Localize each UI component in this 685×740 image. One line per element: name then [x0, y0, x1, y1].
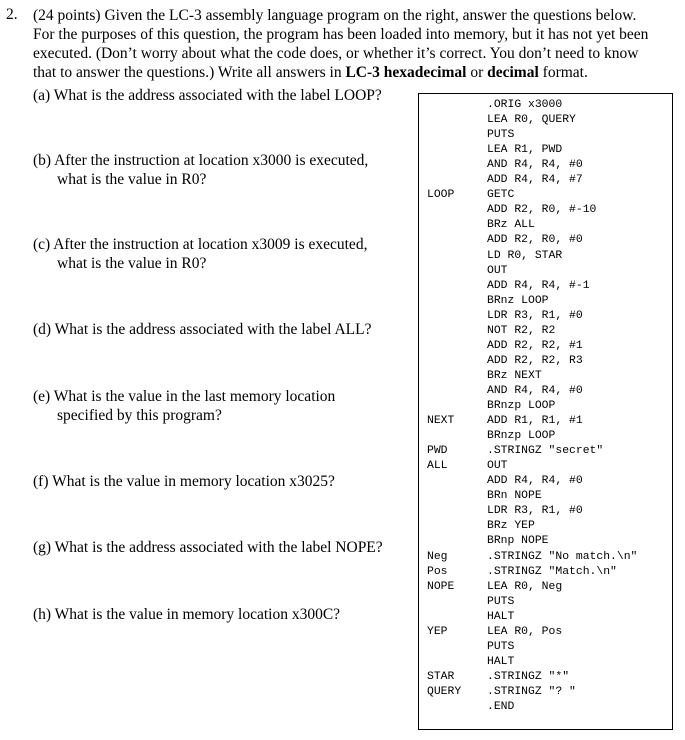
code-line	[419, 504, 672, 519]
code-instruction: LD R0, STAR	[487, 249, 563, 262]
intro-line: (24 points) Given the LC-3 assembly language program on the right, answer the questions below.	[33, 7, 637, 24]
code-instruction: HALT	[487, 655, 515, 668]
code-line	[419, 670, 672, 685]
code-instruction: LDR R3, R1, #0	[487, 309, 583, 322]
intro-text: or	[466, 64, 488, 81]
code-line	[419, 143, 672, 158]
code-line	[419, 474, 672, 489]
code-line	[419, 339, 672, 354]
code-instruction: ADD R2, R2, R3	[487, 354, 583, 367]
code-instruction: .STRINGZ "Match.\n"	[487, 565, 617, 578]
code-label: Neg	[427, 550, 448, 563]
code-label: PWD	[427, 445, 448, 458]
subquestion-c	[33, 235, 367, 273]
code-instruction: BRn NOPE	[487, 490, 542, 503]
subquestion-line: specified by this program?	[57, 407, 222, 424]
question-intro	[33, 6, 678, 82]
code-instruction: PUTS	[487, 129, 515, 142]
code-line	[419, 158, 672, 173]
code-instruction: BRz ALL	[487, 219, 535, 232]
code-instruction: ADD R4, R4, #-1	[487, 279, 590, 292]
code-label: NEXT	[427, 415, 455, 428]
subquestion-g	[33, 538, 383, 557]
code-instruction: .STRINGZ "? "	[487, 685, 576, 698]
code-line	[419, 595, 672, 610]
intro-line: For the purposes of this question, the program has been loaded into memory, but it has not yet been	[33, 26, 649, 43]
intro-line: executed. (Don’t worry about what the code does, or whether it’s correct. You don’t need to know	[33, 45, 639, 62]
subquestion-line: (c) After the instruction at location x3009 is executed,	[33, 236, 368, 253]
code-line	[419, 700, 672, 715]
code-line	[419, 264, 672, 279]
subquestion-line: (b) After the instruction at location x3000 is executed,	[33, 152, 369, 169]
code-line	[419, 640, 672, 655]
code-instruction: LEA R0, QUERY	[487, 114, 576, 127]
subquestion-line: (g) What is the address associated with the label NOPE?	[33, 539, 383, 556]
code-label: NOPE	[427, 580, 455, 593]
code-line	[419, 399, 672, 414]
code-line	[419, 294, 672, 309]
code-line	[419, 98, 672, 113]
code-instruction: PUTS	[487, 595, 515, 608]
code-label: STAR	[427, 670, 455, 683]
code-instruction: .STRINGZ "No match.\n"	[487, 550, 638, 563]
code-line	[419, 550, 672, 565]
subquestion-h	[33, 605, 340, 624]
code-instruction: NOT R2, R2	[487, 324, 556, 337]
code-instruction: OUT	[487, 264, 508, 277]
question-number: 2.	[6, 6, 18, 23]
code-line	[419, 173, 672, 188]
code-line	[419, 354, 672, 369]
code-instruction: GETC	[487, 189, 515, 202]
code-line	[419, 489, 672, 504]
code-instruction: AND R4, R4, #0	[487, 159, 583, 172]
code-label: ALL	[427, 460, 448, 473]
code-instruction: PUTS	[487, 640, 515, 653]
code-line	[419, 324, 672, 339]
code-line	[419, 218, 672, 233]
intro-text: that to answer the questions.) Write all answers in	[33, 64, 346, 81]
code-instruction: HALT	[487, 610, 515, 623]
code-line	[419, 565, 672, 580]
subquestion-b	[33, 151, 368, 189]
code-instruction: BRnp NOPE	[487, 535, 549, 548]
code-label: LOOP	[427, 189, 455, 202]
code-instruction: ADD R2, R0, #0	[487, 234, 583, 247]
code-instruction: BRz YEP	[487, 520, 535, 533]
code-line	[419, 309, 672, 324]
subquestion-line: (h) What is the value in memory location x300C?	[33, 606, 341, 623]
code-instruction: LEA R1, PWD	[487, 144, 563, 157]
code-line	[419, 625, 672, 640]
subquestion-line: (f) What is the value in memory location x3025?	[33, 473, 335, 490]
code-instruction: BRnzp LOOP	[487, 400, 556, 412]
code-line	[419, 519, 672, 534]
code-line	[419, 610, 672, 625]
format-decimal: decimal	[487, 64, 539, 81]
code-instruction: ADD R4, R4, #7	[487, 174, 583, 187]
subquestion-line: (a) What is the address associated with the label LOOP?	[33, 87, 382, 104]
subquestion-a	[33, 86, 382, 105]
code-instruction: ADD R2, R0, #-10	[487, 204, 597, 217]
code-instruction: BRnzp LOOP	[487, 430, 556, 443]
code-instruction: ADD R1, R1, #1	[487, 415, 583, 428]
code-line	[419, 534, 672, 549]
code-instruction: LEA R0, Pos	[487, 625, 563, 638]
code-line	[419, 233, 672, 248]
code-line	[419, 444, 672, 459]
intro-line	[33, 63, 678, 82]
code-line	[419, 459, 672, 474]
code-line	[419, 580, 672, 595]
code-line	[419, 113, 672, 128]
subquestion-e	[33, 387, 335, 425]
code-label: QUERY	[427, 685, 462, 698]
code-instruction: ADD R4, R4, #0	[487, 475, 583, 488]
code-label: YEP	[427, 625, 448, 638]
subquestion-d	[33, 320, 371, 339]
code-line	[419, 249, 672, 264]
code-instruction: OUT	[487, 460, 508, 473]
code-line	[419, 685, 672, 700]
intro-text: format.	[538, 64, 588, 81]
code-line	[419, 203, 672, 218]
code-instruction: .ORIG x3000	[487, 99, 563, 111]
code-line	[419, 369, 672, 384]
code-line	[419, 655, 672, 670]
subquestion-line: what is the value in R0?	[57, 255, 207, 272]
subquestion-f	[33, 472, 335, 491]
code-instruction: LDR R3, R1, #0	[487, 505, 583, 518]
subquestion-line: (e) What is the value in the last memory location	[33, 388, 336, 405]
code-instruction: .END	[487, 701, 515, 713]
code-instruction: .STRINGZ "secret"	[487, 445, 604, 458]
code-line	[419, 414, 672, 429]
code-instruction: ADD R2, R2, #1	[487, 339, 583, 352]
code-instruction: BRz NEXT	[487, 369, 542, 382]
code-listing	[418, 93, 673, 730]
code-instruction: BRnz LOOP	[487, 294, 549, 307]
code-line	[419, 384, 672, 399]
code-instruction: .STRINGZ "*"	[487, 670, 570, 683]
code-line	[419, 429, 672, 444]
code-line	[419, 279, 672, 294]
subquestion-line: what is the value in R0?	[57, 171, 207, 188]
code-instruction: AND R4, R4, #0	[487, 384, 583, 397]
code-line	[419, 188, 672, 203]
code-line	[419, 128, 672, 143]
subquestion-line: (d) What is the address associated with the label ALL?	[33, 321, 372, 338]
format-hex: LC-3 hexadecimal	[345, 64, 467, 81]
code-label: Pos	[427, 565, 448, 578]
code-instruction: LEA R0, Neg	[487, 580, 563, 593]
